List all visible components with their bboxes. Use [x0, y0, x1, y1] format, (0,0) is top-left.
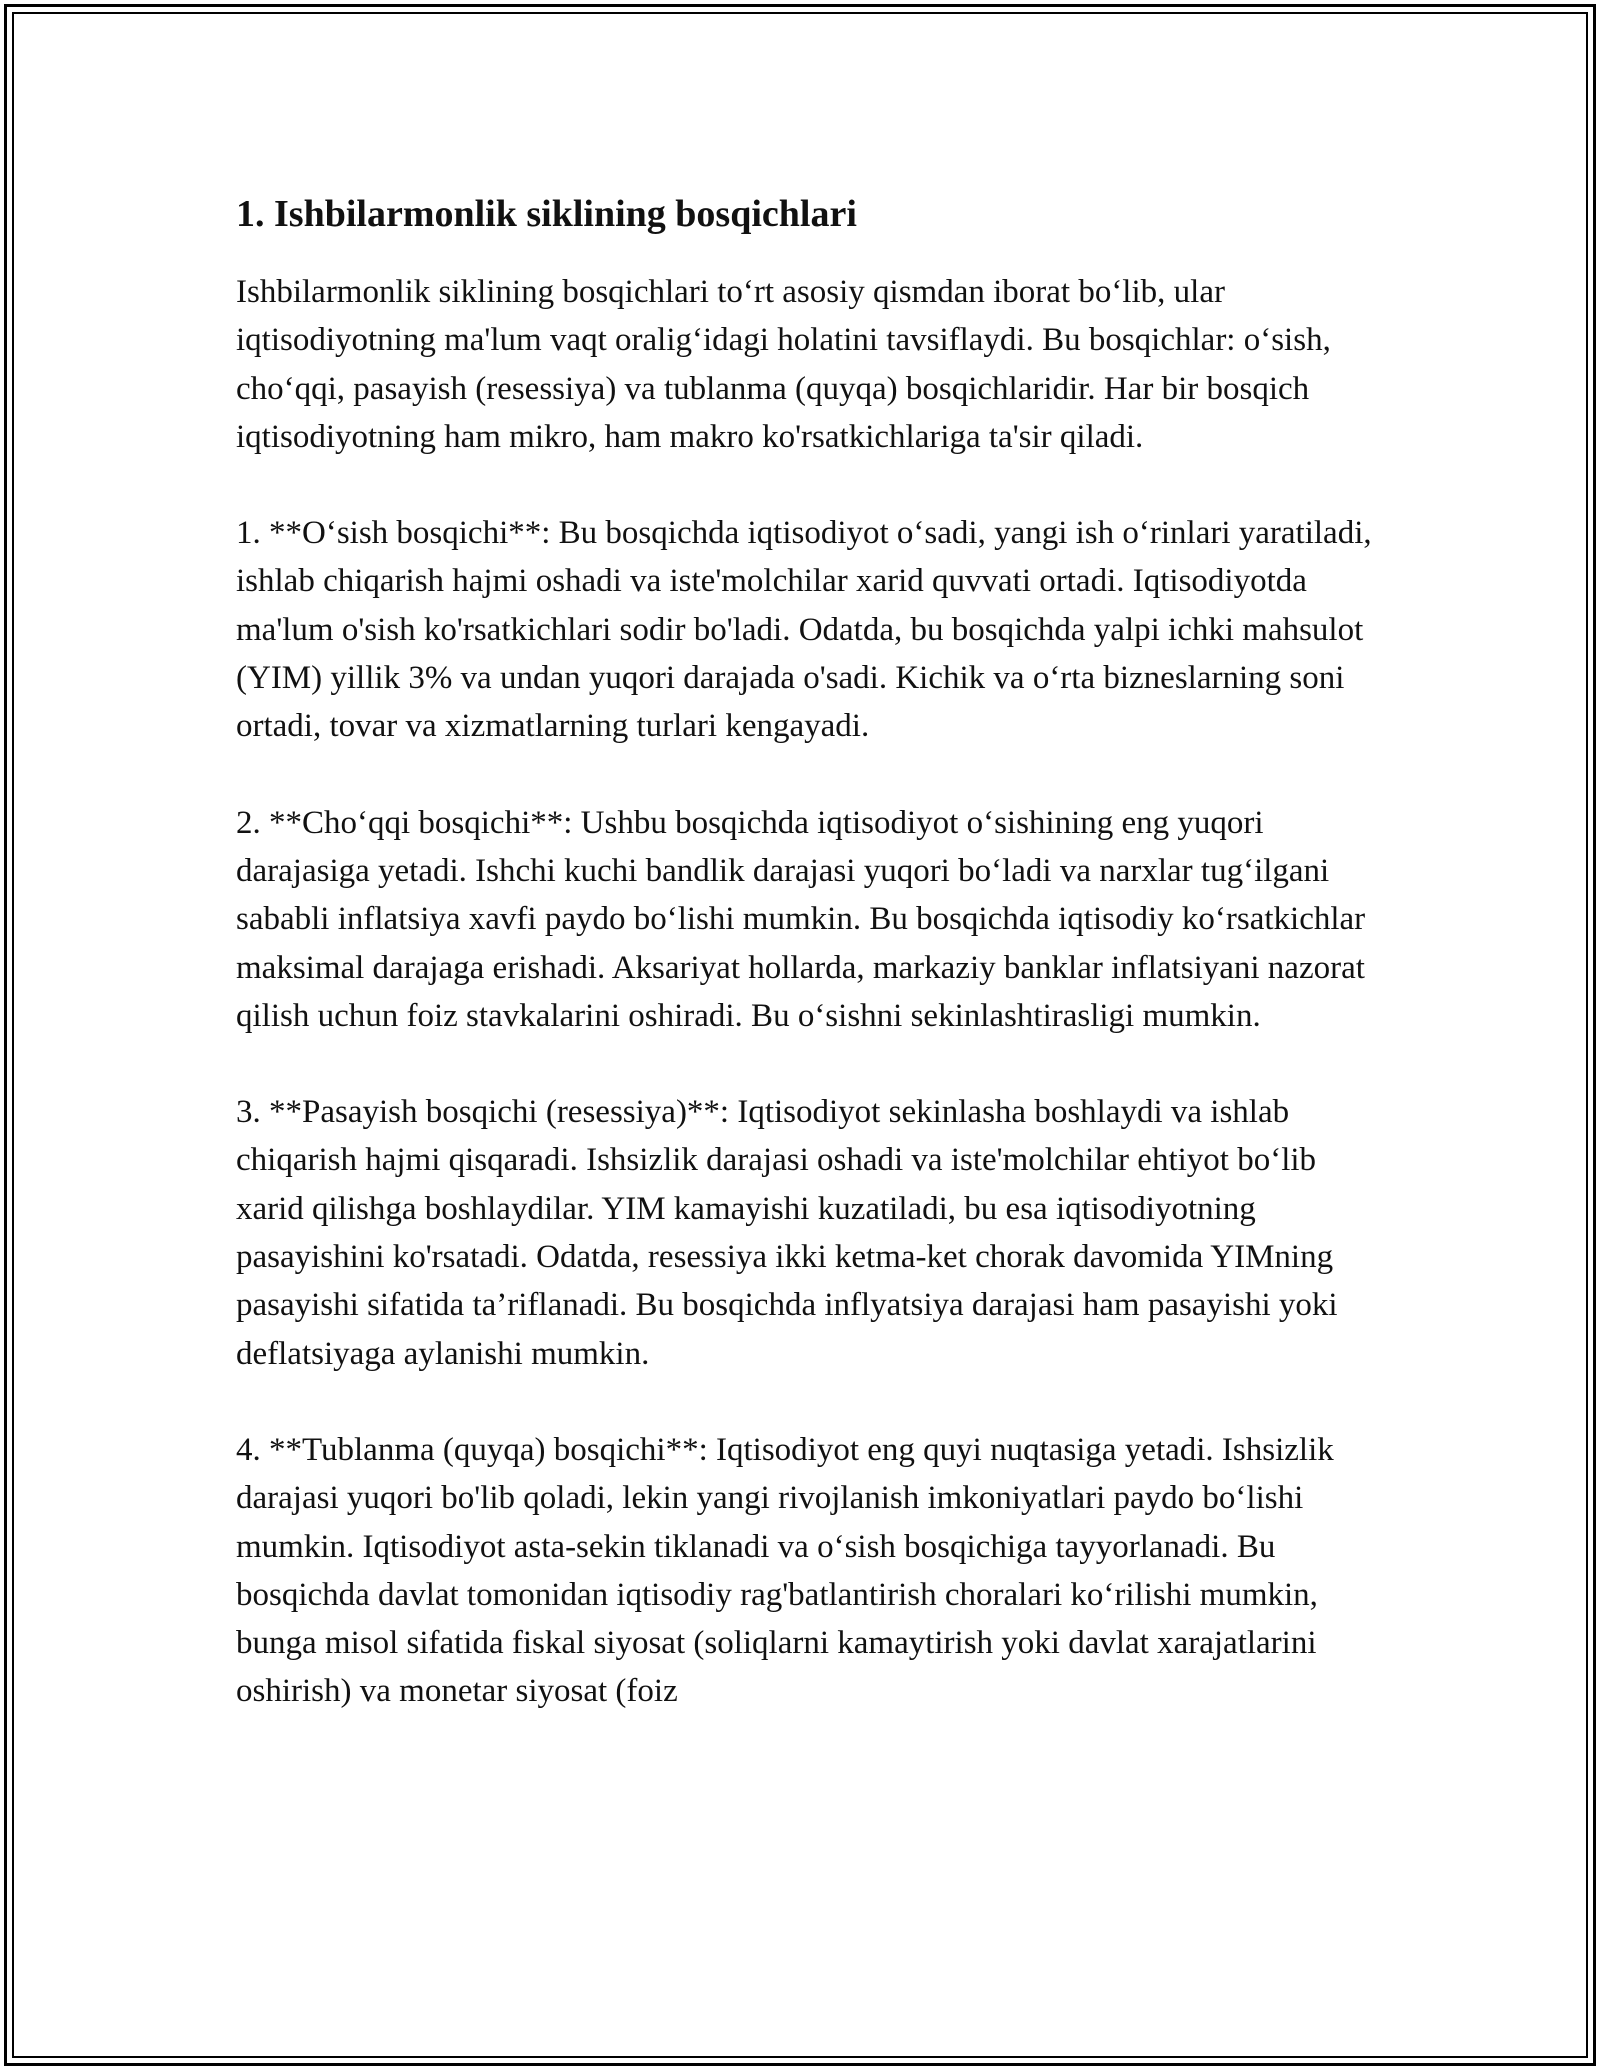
paragraph-growth-stage: 1. **O‘sish bosqichi**: Bu bosqichda iqtisodiyot o‘sadi, yangi ish o‘rinlari yaratiladi, ishlab chiqarish hajmi oshadi va iste'molchilar xarid quvvati ortadi. Iqtisodiyotda ma'lum o'sish ko'rsatkichlari sodir bo'ladi. Odatda, bu bosqichda yalpi ichki mahsulot (YIM) yillik 3% va undan yuqori darajada o'sadi. Kichik va o‘rta bizneslarning soni ortadi, tovar va xizmatlarning turlari kengayadi.: [236, 515, 1372, 745]
paragraph-intro: Ishbilarmonlik siklining bosqichlari to‘rt asosiy qismdan iborat bo‘lib, ular iqtisodiyotning ma'lum vaqt oralig‘idagi holatini tavsiflaydi. Bu bosqichlar: o‘sish, cho‘qqi, pasayish (resessiya) va tublanma (quyqa) bosqichlaridir. Har bir bosqich iqtisodiyotning ham mikro, ham makro ko'rsatkichlariga ta'sir qiladi.: [236, 274, 1331, 455]
document-body: [236, 188, 1376, 1764]
paragraph-peak-stage: 2. **Cho‘qqi bosqichi**: Ushbu bosqichda iqtisodiyot o‘sishining eng yuqori darajasiga yetadi. Ishchi kuchi bandlik darajasi yuqori bo‘ladi va narxlar tug‘ilgani sababli inflatsiya xavfi paydo bo‘lishi mumkin. Bu bosqichda iqtisodiy ko‘rsatkichlar maksimal darajaga erishadi. Aksariyat hollarda, markaziy banklar inflatsiyani nazorat qilish uchun foiz stavkalarini oshiradi. Bu o‘sishni sekinlashtirasligi mumkin.: [236, 804, 1366, 1034]
paragraph-trough-stage: 4. **Tublanma (quyqa) bosqichi**: Iqtisodiyot eng quyi nuqtasiga yetadi. Ishsizlik darajasi yuqori bo'lib qoladi, lekin yangi rivojlanish imkoniyatlari paydo bo‘lishi mumkin. Iqtisodiyot asta-sekin tiklanadi va o‘sish bosqichiga tayyorlanadi. Bu bosqichda davlat tomonidan iqtisodiy rag'batlantirish choralari ko‘rilishi mumkin, bunga misol sifatida fiskal siyosat (soliqlarni kamaytirish yoki davlat xarajatlarini oshirish) va monetar siyosat (foiz: [236, 1431, 1334, 1710]
paragraph-recession-stage: 3. **Pasayish bosqichi (resessiya)**: Iqtisodiyot sekinlasha boshlaydi va ishlab chiqarish hajmi qisqaradi. Ishsizlik darajasi oshadi va iste'molchilar ehtiyot bo‘lib xarid qilishga boshlaydilar. YIM kamayishi kuzatiladi, bu esa iqtisodiyotning pasayishini ko'rsatadi. Odatda, resessiya ikki ketma-ket chorak davomida YIMning pasayishi sifatida ta’riflanadi. Bu bosqichda inflyatsiya darajasi ham pasayishi yoki deflatsiyaga aylanishi mumkin.: [236, 1094, 1338, 1372]
section-title: 1. Ishbilarmonlik siklining bosqichlari: [236, 193, 857, 235]
